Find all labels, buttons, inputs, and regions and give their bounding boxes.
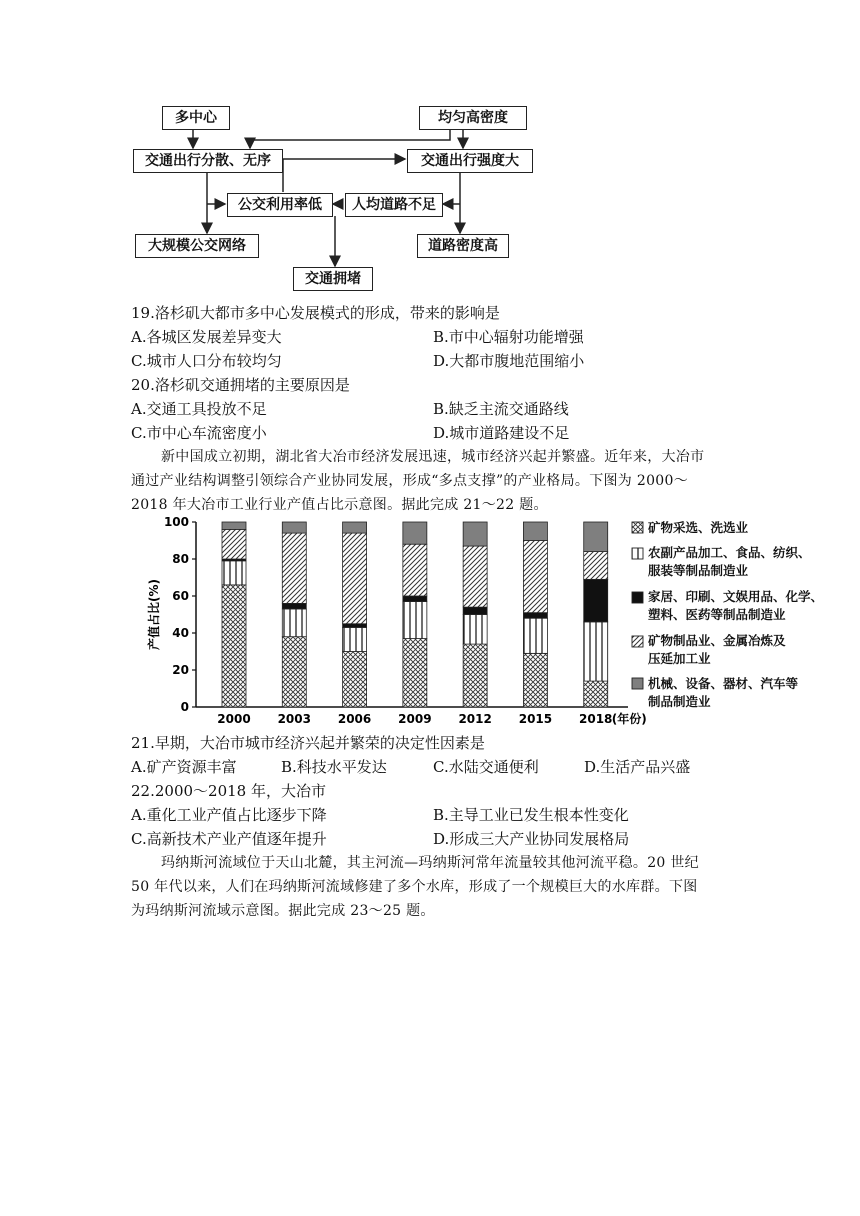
bar-segment (403, 639, 427, 707)
bar-segment (463, 546, 487, 607)
para1-line3: 2018 年大冶市工业行业产值占比示意图。据此完成 21～22 题。 (131, 497, 548, 513)
bar-segment (523, 618, 547, 653)
bar-segment (282, 522, 306, 533)
bar-segment (282, 637, 306, 707)
bar-segment (222, 585, 246, 707)
para1-line1: 新中国成立初期，湖北省大冶市经济发展迅速，城市经济兴起并繁盛。近年来，大冶市 (161, 449, 705, 465)
node-travel-scattered: 交通出行分散、无序 (133, 149, 283, 173)
q20-option-a: A.交通工具投放不足 (131, 400, 267, 418)
q22-option-d: D.形成三大产业协同发展格局 (433, 830, 630, 848)
legend-swatch (632, 548, 643, 559)
bar-segment (584, 552, 608, 580)
q19-option-b: B.市中心辐射功能增强 (433, 328, 584, 346)
y-tick-label: 60 (172, 589, 189, 603)
legend-label-1: 矿物采选、洗选业 (648, 520, 749, 535)
para2-line3: 为玛纳斯河流域示意图。据此完成 23～25 题。 (131, 903, 435, 919)
node-bus-low: 公交利用率低 (227, 193, 333, 217)
bar-segment (523, 541, 547, 613)
q21-option-c: C.水陆交通便利 (433, 758, 539, 776)
bar-segment (584, 522, 608, 552)
legend-swatch (632, 592, 643, 603)
y-tick-label: 0 (180, 700, 189, 714)
q22-option-a: A.重化工业产值占比逐步下降 (131, 806, 327, 824)
bar-segment (282, 609, 306, 637)
bar-segment (403, 602, 427, 639)
legend-swatch (632, 678, 643, 689)
node-bus-network: 大规模公交网络 (135, 234, 259, 258)
bar-segment (403, 544, 427, 596)
bar-segment (584, 681, 608, 707)
y-tick-label: 20 (172, 663, 189, 677)
bar-segment (403, 596, 427, 602)
bar-segment (343, 652, 367, 708)
y-tick-label: 100 (163, 515, 189, 529)
para2-line2: 50 年代以来，人们在玛纳斯河流域修建了多个水库，形成了一个规模巨大的水库群。下图 (131, 879, 698, 895)
bar-segment (343, 624, 367, 628)
x-tick-label: 2009 (398, 712, 432, 726)
legend-label-4a: 矿物制品业、金属冶炼及 (648, 633, 786, 648)
q22-option-c: C.高新技术产业产值逐年提升 (131, 830, 327, 848)
bar-segment (282, 533, 306, 603)
y-tick-label: 80 (172, 552, 189, 566)
q22-option-b: B.主导工业已发生根本性变化 (433, 806, 629, 824)
bar-segment (343, 627, 367, 651)
legend-swatch (632, 636, 643, 647)
q19-stem: 19.洛杉矶大都市多中心发展模式的形成，带来的影响是 (131, 304, 500, 322)
q21-stem: 21.早期，大冶市城市经济兴起并繁荣的决定性因素是 (131, 734, 485, 752)
legend-label-5a: 机械、设备、器材、汽车等 (648, 676, 799, 691)
q20-option-d: D.城市道路建设不足 (433, 424, 570, 442)
bar-segment (463, 522, 487, 546)
y-axis-label: 产值占比(%) (147, 579, 161, 650)
q21-option-d: D.生活产品兴盛 (584, 758, 691, 776)
flow-diagram (125, 100, 545, 292)
bar-segment (584, 622, 608, 681)
legend-label-2a: 农副产品加工、食品、纺织、 (648, 545, 811, 560)
legend-label-3a: 家居、印刷、文娱用品、化学、 (648, 589, 824, 604)
x-tick-label: 2000 (217, 712, 251, 726)
q20-stem: 20.洛杉矶交通拥堵的主要原因是 (131, 376, 350, 394)
q20-option-b: B.缺乏主流交通路线 (433, 400, 569, 418)
y-tick-label: 40 (172, 626, 189, 640)
bar-segment (463, 644, 487, 707)
legend-label-2b: 服装等制品制造业 (648, 563, 749, 578)
bar-segment (463, 607, 487, 614)
node-uniform-density: 均匀高密度 (419, 106, 527, 130)
q19-option-a: A.各城区发展差异变大 (131, 328, 282, 346)
bar-segment (403, 522, 427, 544)
q19-option-d: D.大都市腹地范围缩小 (433, 352, 585, 370)
bar-segment (222, 561, 246, 585)
legend-label-3b: 塑料、医药等制品制造业 (648, 607, 786, 622)
x-tick-label: 2018 (579, 712, 613, 726)
q21-option-a: A.矿产资源丰富 (131, 758, 237, 776)
q20-option-c: C.市中心车流密度小 (131, 424, 267, 442)
industry-share-chart (138, 512, 838, 737)
bar-segment (222, 522, 246, 529)
bar-segment (463, 615, 487, 645)
bar-segment (523, 613, 547, 619)
para1-line2: 通过产业结构调整引领综合产业协同发展，形成“多点支撑”的产业格局。下图为 2000～ (131, 473, 688, 489)
node-road-short: 人均道路不足 (345, 193, 443, 217)
x-tick-label: 2003 (277, 712, 311, 726)
node-travel-intensity: 交通出行强度大 (407, 149, 533, 173)
para2-line1: 玛纳斯河流域位于天山北麓，其主河流—玛纳斯河常年流量较其他河流平稳。20 世纪 (161, 855, 699, 871)
bar-segment (523, 653, 547, 707)
bar-segment (523, 522, 547, 541)
x-tick-label: 2006 (337, 712, 372, 726)
x-tick-label: 2015 (518, 712, 553, 726)
bar-segment (343, 533, 367, 624)
legend-label-5b: 制品制造业 (648, 694, 711, 709)
bar-segment (343, 522, 367, 533)
bar-segment (584, 579, 608, 622)
node-multi-center: 多中心 (162, 106, 230, 130)
node-congestion: 交通拥堵 (293, 267, 373, 291)
q22-stem: 22.2000～2018 年，大冶市 (131, 782, 326, 800)
bar-segment (222, 529, 246, 559)
legend-swatch (632, 522, 643, 533)
x-tick-label: 2012 (458, 712, 492, 726)
x-axis-unit-label: (年份) (611, 712, 647, 726)
q19-option-c: C.城市人口分布较均匀 (131, 352, 282, 370)
bar-segment (282, 603, 306, 609)
q21-option-b: B.科技水平发达 (281, 758, 387, 776)
node-road-density: 道路密度高 (417, 234, 509, 258)
legend-label-4b: 压延加工业 (648, 651, 711, 666)
